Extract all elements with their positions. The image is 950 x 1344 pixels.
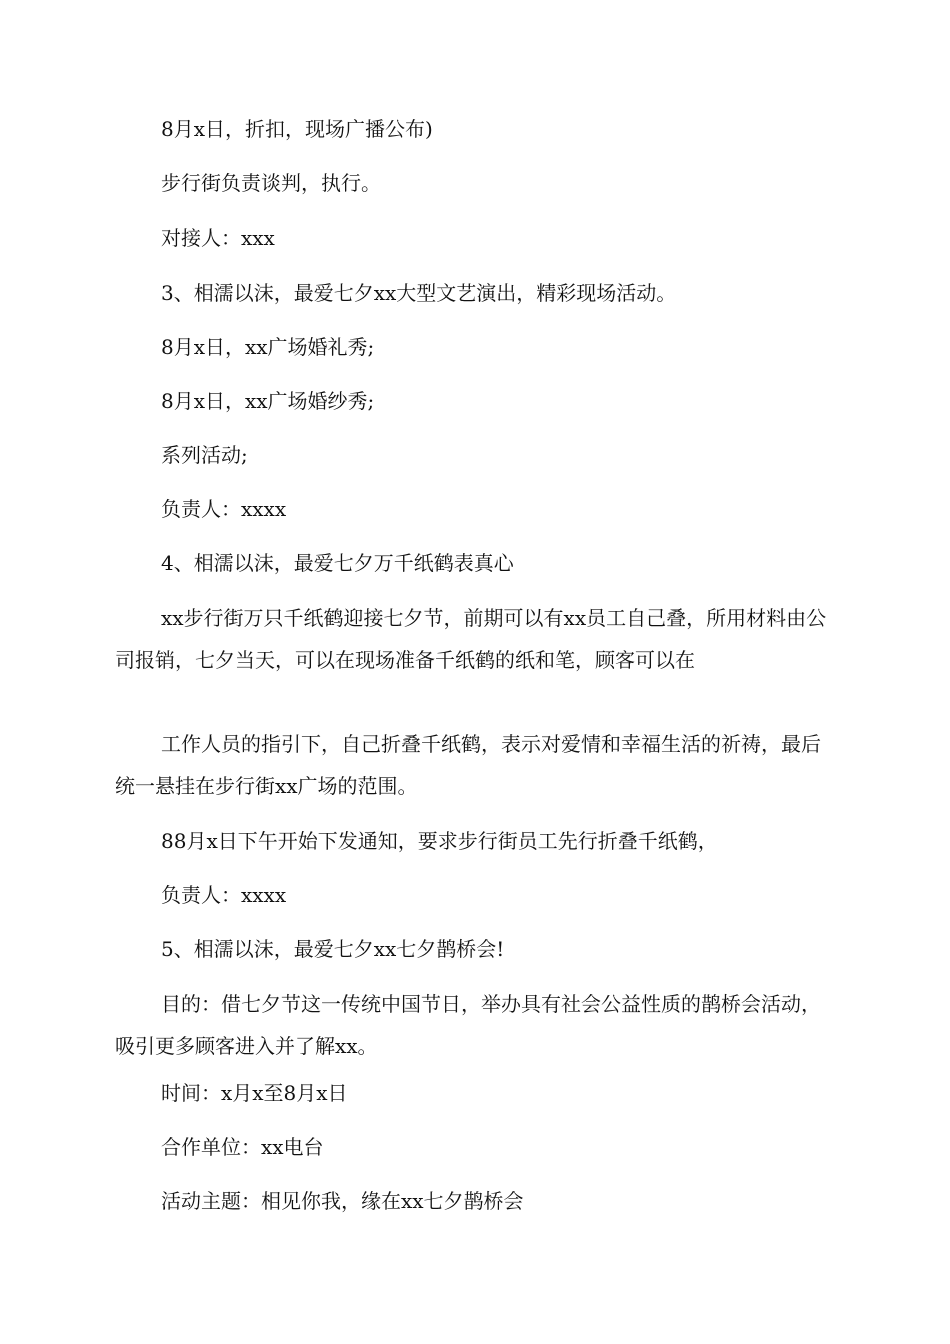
text-line-wedding-ceremony-show: 8月x日，xx广场婚礼秀;	[161, 335, 375, 359]
paragraph-folding-guidance: 工作人员的指引下，自己折叠千纸鹤，表示对爱情和幸福生活的祈祷，最后统一悬挂在步行街xx广场的范围。	[115, 732, 821, 798]
text-line-negotiation: 步行街负责谈判，执行。	[161, 171, 381, 195]
paragraph-purpose: 目的：借七夕节这一传统中国节日，举办具有社会公益性质的鹊桥会活动，吸引更多顾客进入并了解xx。	[115, 992, 821, 1058]
text-line-time: 时间：x月x至8月x日	[161, 1081, 348, 1105]
text-line-series-activities: 系列活动;	[161, 443, 248, 467]
text-line-item-5-heading: 5、相濡以沫，最爱七夕xx七夕鹊桥会!	[161, 937, 505, 961]
text-line-notice: 88月x日下午开始下发通知，要求步行街员工先行折叠千纸鹤，	[161, 829, 718, 853]
text-line-owner-2: 负责人：xxxx	[161, 883, 287, 907]
text-line-partner: 合作单位：xx电台	[161, 1135, 324, 1159]
text-line-owner: 负责人：xxxx	[161, 497, 287, 521]
text-line-discount: 8月x日，折扣，现场广播公布)	[161, 117, 433, 141]
text-line-item-4-heading: 4、相濡以沫，最爱七夕万千纸鹤表真心	[161, 551, 514, 575]
paragraph-paper-cranes: xx步行街万只千纸鹤迎接七夕节，前期可以有xx员工自己叠，所用材料由公司报销，七夕当天，可以在现场准备千纸鹤的纸和笔，顾客可以在	[115, 606, 827, 672]
text-line-wedding-dress-show: 8月x日，xx广场婚纱秀;	[161, 389, 375, 413]
text-line-theme: 活动主题：相见你我，缘在xx七夕鹊桥会	[161, 1189, 524, 1213]
text-line-item-3-heading: 3、相濡以沫，最爱七夕xx大型文艺演出，精彩现场活动。	[161, 281, 677, 305]
text-line-contact: 对接人：xxx	[161, 226, 275, 250]
